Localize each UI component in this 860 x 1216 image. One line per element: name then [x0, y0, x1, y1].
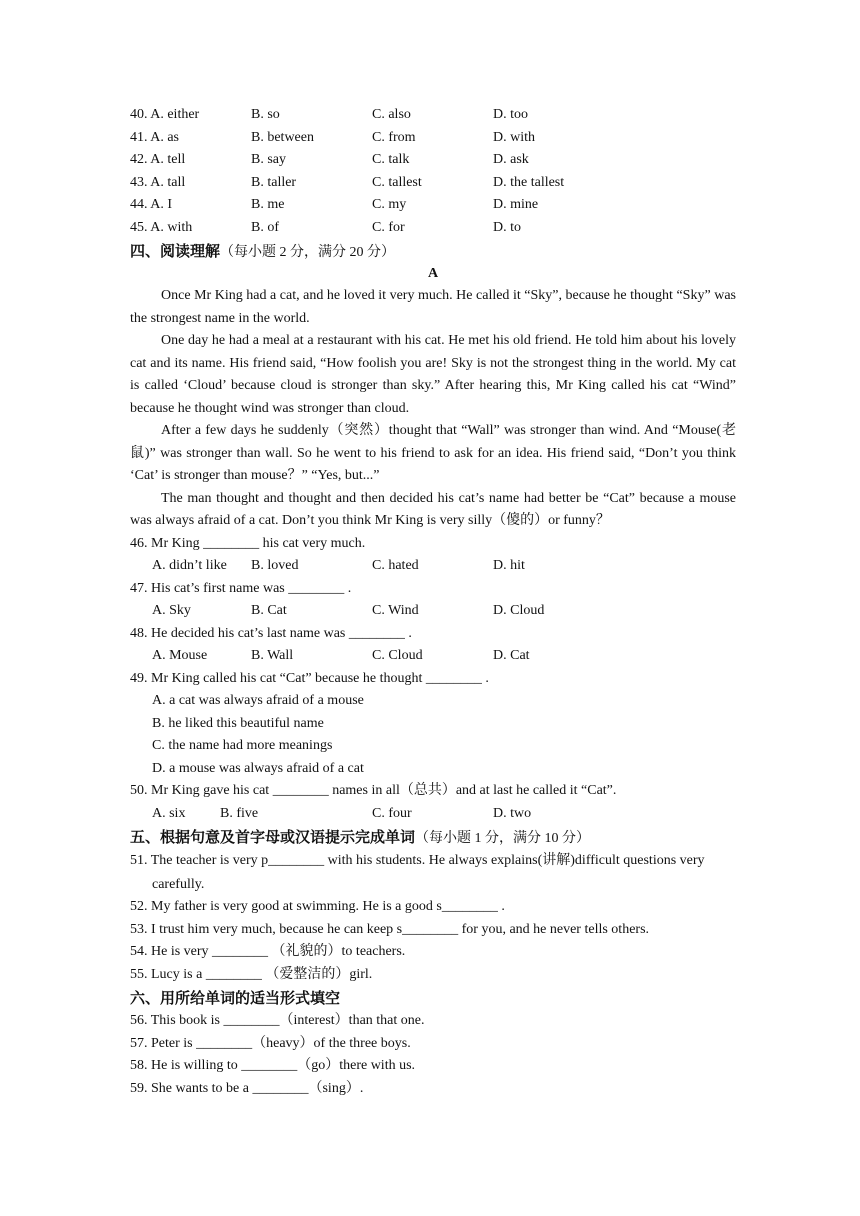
option-b: B. taller: [251, 174, 297, 190]
passage-label: A: [427, 266, 439, 281]
option-a: 41. A. as: [130, 129, 179, 145]
option-d: D. two: [493, 805, 532, 821]
question-54: 54. He is very ________ （礼貌的）to teachers.: [130, 944, 406, 959]
question-47-options: [130, 600, 736, 623]
passage-paragraph: The man thought and thought and then decided his cat’s name had better be “Cat” because a mouse was always afraid of a cat. Don’t you think Mr King is very silly（傻的）or funny？: [130, 490, 736, 528]
option-b: B. me: [251, 197, 285, 212]
section-4-heading: [130, 239, 736, 263]
question-53: 53. I trust him very much, because he can keep s________ for you, and he never tells others.: [130, 921, 650, 937]
option-a: A. Mouse: [152, 648, 208, 663]
option-a: 42. A. tell: [130, 152, 186, 167]
question-56: 56. This book is ________（interest）than that one.: [130, 1013, 425, 1028]
question-58: 58. He is willing to ________（go）there with us.: [130, 1058, 416, 1073]
option-d: D. too: [493, 107, 528, 122]
option-b: B. Cat: [251, 603, 287, 618]
option-c: C. Cloud: [372, 648, 423, 663]
option-b: B. between: [251, 129, 314, 145]
question-59: 59. She wants to be a ________（sing）.: [130, 1080, 364, 1096]
option-a: A. Sky: [152, 603, 191, 618]
section-5-heading: [130, 825, 736, 849]
section-score-note: （每小题 1 分，满分 10 分）: [415, 831, 591, 846]
option-b: B. of: [251, 219, 279, 235]
choice-row-40: [130, 104, 736, 127]
question-48: 48. He decided his cat’s last name was ________ .: [130, 625, 412, 641]
question-48-options: [130, 645, 736, 668]
section-title: 六、用所给单词的适当形式填空: [130, 989, 341, 1007]
question-51: 51. The teacher is very p________ with his students. He always explains(讲解)difficult questions very carefully.: [130, 853, 705, 892]
section-title: 五、根据句意及首字母或汉语提示完成单词: [130, 828, 416, 846]
option-c: C. talk: [372, 152, 410, 167]
question-47: 47. His cat’s first name was ________ .: [130, 580, 352, 596]
choice-row-43: [130, 172, 736, 195]
question-50-options: [130, 803, 736, 826]
passage-paragraph: Once Mr King had a cat, and he loved it very much. He called it “Sky”, because he thought “Sky” was the strongest name in the world.: [130, 288, 736, 326]
option-a: 44. A. I: [130, 197, 172, 212]
option-b: B. Wall: [251, 648, 294, 663]
question-49: 49. Mr King called his cat “Cat” because he thought ________ .: [130, 670, 489, 686]
option-b: B. say: [251, 152, 286, 167]
option-a: A. a cat was always afraid of a mouse: [152, 693, 364, 708]
option-c: C. tallest: [372, 174, 422, 190]
question-50: 50. Mr King gave his cat ________ names in all（总共）and at last he called it “Cat”.: [130, 783, 617, 798]
option-a: 45. A. with: [130, 219, 193, 235]
question-46-options: [130, 555, 736, 578]
option-b: B. five: [220, 805, 259, 821]
exam-page: [130, 104, 736, 1100]
option-d: D. ask: [493, 152, 529, 167]
option-b: B. he liked this beautiful name: [152, 715, 324, 731]
option-a: A. six: [152, 805, 186, 821]
choice-row-41: [130, 127, 736, 150]
section-title: 四、阅读理解: [130, 242, 221, 260]
option-b: B. so: [251, 107, 280, 122]
option-d: D. mine: [493, 197, 539, 212]
passage-paragraph: After a few days he suddenly（突然）thought that “Wall” was stronger than wind. And “Mouse(老鼠)” was stronger than wall. So he went to his friend to ask for an idea. His friend said, “Don’t you think ‘Cat’ is stronger than mouse？” “Yes, but...”: [130, 423, 736, 483]
option-d: D. to: [493, 219, 521, 235]
option-b: B. loved: [251, 558, 299, 573]
choice-row-42: [130, 149, 736, 172]
option-d: D. a mouse was always afraid of a cat: [152, 760, 364, 776]
option-d: D. with: [493, 129, 535, 145]
option-a: 43. A. tall: [130, 174, 186, 190]
option-c: C. hated: [372, 558, 419, 573]
section-6-heading: [130, 986, 736, 1010]
passage-paragraph: One day he had a meal at a restaurant with his cat. He met his old friend. He told him about his lovely cat and its name. His friend said, “How foolish you are! Sky is not the strongest thing in the world. My cat is called ‘Cloud’ because cloud is stronger than sky.” After hearing this, Mr King called his cat “Wind” because he thought wind was stronger than cloud.: [130, 333, 736, 416]
option-d: D. the tallest: [493, 174, 565, 190]
section-score-note: （每小题 2 分，满分 20 分）: [220, 245, 396, 260]
option-d: D. Cloud: [493, 603, 545, 618]
choice-row-44: [130, 194, 736, 217]
option-a: A. didn’t like: [152, 558, 227, 573]
option-c: C. Wind: [372, 603, 419, 618]
question-55: 55. Lucy is a ________ （爱整洁的）girl.: [130, 966, 373, 982]
option-c: C. my: [372, 197, 407, 212]
choice-row-45: [130, 217, 736, 240]
question-57: 57. Peter is ________（heavy）of the three boys.: [130, 1035, 411, 1051]
option-a: 40. A. either: [130, 107, 200, 122]
question-46: 46. Mr King ________ his cat very much.: [130, 535, 366, 551]
option-c: C. the name had more meanings: [152, 738, 333, 753]
question-52: 52. My father is very good at swimming. He is a good s________ .: [130, 899, 505, 914]
option-d: D. Cat: [493, 648, 530, 663]
option-c: C. from: [372, 129, 416, 145]
option-c: C. four: [372, 805, 412, 821]
option-c: C. also: [372, 107, 411, 122]
option-d: D. hit: [493, 558, 525, 573]
option-c: C. for: [372, 219, 405, 235]
